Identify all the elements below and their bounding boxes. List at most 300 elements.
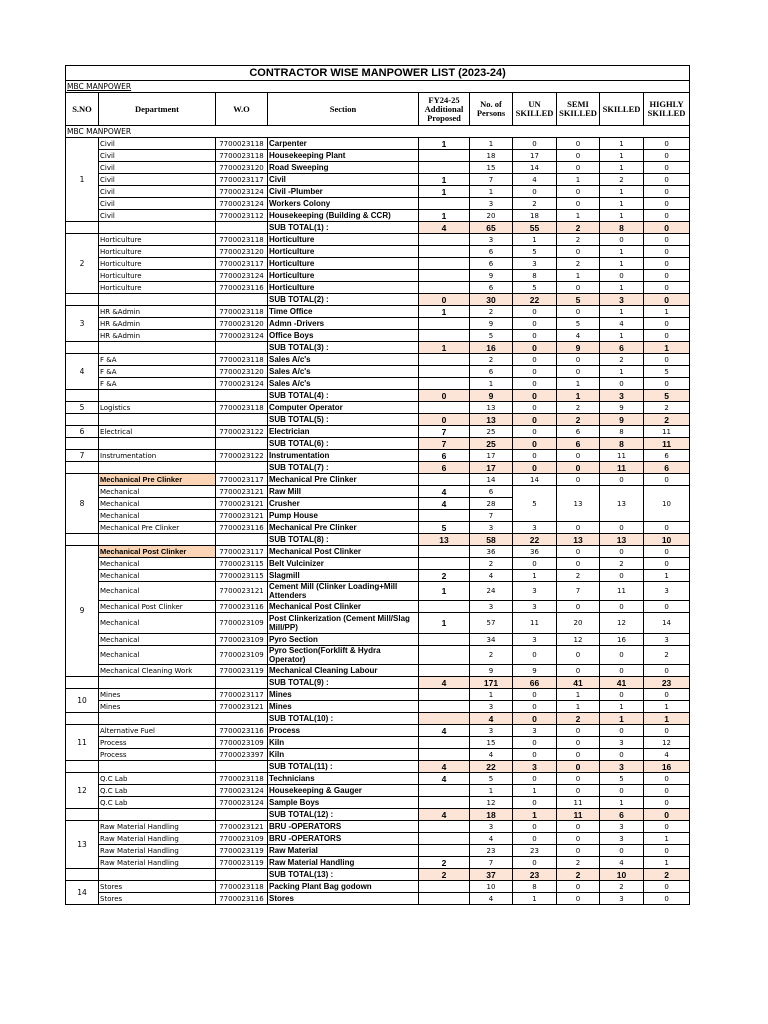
- skilled-cell: 4: [600, 857, 644, 869]
- section-cell: Time Office: [268, 306, 419, 318]
- wo-cell: 7700023115: [216, 558, 268, 570]
- unskilled-cell: 0: [513, 378, 557, 390]
- subtotal-label: SUB TOTAL(10) :: [268, 713, 419, 725]
- subtotal-persons: 17: [470, 462, 513, 474]
- skilled-cell: 2: [600, 354, 644, 366]
- table-row: [66, 378, 690, 390]
- blank-cell: [66, 462, 99, 474]
- department-cell: Mechanical Cleaning Work: [99, 665, 216, 677]
- table-row: [66, 234, 690, 246]
- table-row: [66, 486, 690, 498]
- table-row: [66, 246, 690, 258]
- persons-cell: 3: [470, 198, 513, 210]
- sno-cell: 10: [66, 689, 99, 713]
- unskilled-cell: 1: [513, 893, 557, 905]
- department-cell: Mechanical: [99, 582, 216, 601]
- subtotal-label: SUB TOTAL(12) :: [268, 809, 419, 821]
- subtotal-highly-skilled: 11: [644, 438, 690, 450]
- wo-cell: 7700023117: [216, 174, 268, 186]
- skilled-cell: 1: [600, 366, 644, 378]
- subtotal-unskilled: 0: [513, 342, 557, 354]
- unskilled-cell: 14: [513, 474, 557, 486]
- subtotal-skilled: 3: [600, 294, 644, 306]
- subtotal-highly-skilled: 10: [644, 534, 690, 546]
- persons-cell: 2: [470, 558, 513, 570]
- department-cell: Mechanical Pre Clinker: [99, 474, 216, 486]
- skilled-cell: 0: [600, 725, 644, 737]
- subtotal-semiskilled: 13: [557, 534, 600, 546]
- highly-skilled-cell: 0: [644, 893, 690, 905]
- subtotal-unskilled: 1: [513, 809, 557, 821]
- wo-cell: 7700023118: [216, 150, 268, 162]
- department-cell: Civil: [99, 198, 216, 210]
- subtotal-label: SUB TOTAL(8) :: [268, 534, 419, 546]
- persons-cell: 5: [470, 330, 513, 342]
- table-row: [66, 773, 690, 785]
- section-cell: Admn -Drivers: [268, 318, 419, 330]
- blank-cell: [99, 390, 216, 402]
- semiskilled-cell: 0: [557, 881, 600, 893]
- subtotal-semiskilled: 0: [557, 761, 600, 773]
- section-cell: BRU -OPERATORS: [268, 821, 419, 833]
- subtotal-persons: 37: [470, 869, 513, 881]
- table-row: [66, 282, 690, 294]
- persons-cell: 6: [470, 246, 513, 258]
- skilled-cell: 1: [600, 306, 644, 318]
- unskilled-cell: 0: [513, 689, 557, 701]
- unskilled-cell: 0: [513, 797, 557, 809]
- semiskilled-cell: 5: [557, 318, 600, 330]
- subtotal-semiskilled: 1: [557, 390, 600, 402]
- blank-cell: [99, 713, 216, 725]
- header-skilled: SKILLED: [600, 93, 644, 126]
- semiskilled-cell: 0: [557, 821, 600, 833]
- wo-cell: 7700023109: [216, 737, 268, 749]
- subtotal-highly-skilled: 2: [644, 869, 690, 881]
- semiskilled-cell: 0: [557, 845, 600, 857]
- wo-cell: 7700023118: [216, 234, 268, 246]
- semiskilled-cell: 0: [557, 354, 600, 366]
- unskilled-cell: 0: [513, 749, 557, 761]
- skilled-cell: 1: [600, 258, 644, 270]
- blank-cell: [216, 713, 268, 725]
- skilled-cell: 3: [600, 833, 644, 845]
- wo-cell: 7700023121: [216, 498, 268, 510]
- skilled-cell: 2: [600, 558, 644, 570]
- highly-skilled-cell: 3: [644, 634, 690, 646]
- semiskilled-cell: 2: [557, 234, 600, 246]
- unskilled-cell: 9: [513, 665, 557, 677]
- department-cell: Horticulture: [99, 258, 216, 270]
- subtotal-row: [66, 414, 690, 426]
- fy-cell: [419, 510, 470, 522]
- section-cell: Carpenter: [268, 138, 419, 150]
- persons-cell: 6: [470, 258, 513, 270]
- persons-cell: 23: [470, 845, 513, 857]
- subtotal-unskilled: 66: [513, 677, 557, 689]
- semiskilled-cell: 2: [557, 402, 600, 414]
- highly-skilled-cell: 1: [644, 833, 690, 845]
- skilled-cell: 0: [600, 474, 644, 486]
- skilled-cell: 0: [600, 689, 644, 701]
- skilled-cell: 1: [600, 138, 644, 150]
- persons-cell: 1: [470, 689, 513, 701]
- skilled-cell: 5: [600, 773, 644, 785]
- wo-cell: 7700023121: [216, 582, 268, 601]
- persons-cell: 4: [470, 570, 513, 582]
- highly-skilled-cell: 0: [644, 198, 690, 210]
- header-unskilled: UN SKILLED: [513, 93, 557, 126]
- subtotal-row: [66, 342, 690, 354]
- persons-cell: 28: [470, 498, 513, 510]
- department-cell: Civil: [99, 174, 216, 186]
- subtotal-persons: 4: [470, 713, 513, 725]
- section-cell: Electrician: [268, 426, 419, 438]
- department-cell: F &A: [99, 378, 216, 390]
- blank-cell: [216, 390, 268, 402]
- wo-cell: 7700023118: [216, 881, 268, 893]
- subtotal-fy: 6: [419, 462, 470, 474]
- subtotal-fy: 4: [419, 677, 470, 689]
- subtotal-row: [66, 869, 690, 881]
- subtotal-unskilled: 3: [513, 761, 557, 773]
- persons-cell: 6: [470, 486, 513, 498]
- department-cell: Horticulture: [99, 234, 216, 246]
- department-cell: Mechanical: [99, 646, 216, 665]
- blank-cell: [99, 222, 216, 234]
- highly-skilled-cell: 5: [644, 366, 690, 378]
- persons-cell: 18: [470, 150, 513, 162]
- semiskilled-cell: 0: [557, 725, 600, 737]
- section-cell: Instrumentation: [268, 450, 419, 462]
- header-persons: No. of Persons: [470, 93, 513, 126]
- fy-cell: [419, 646, 470, 665]
- subtotal-skilled: 6: [600, 809, 644, 821]
- fy-cell: [419, 258, 470, 270]
- highly-skilled-cell: 0: [644, 558, 690, 570]
- sno-cell: 12: [66, 773, 99, 809]
- unskilled-cell: 14: [513, 162, 557, 174]
- persons-cell: 3: [470, 522, 513, 534]
- subtotal-highly-skilled: 16: [644, 761, 690, 773]
- department-cell: Mechanical: [99, 570, 216, 582]
- table-row: [66, 318, 690, 330]
- section-cell: Packing Plant Bag godown: [268, 881, 419, 893]
- fy-cell: 1: [419, 138, 470, 150]
- wo-cell: 7700023124: [216, 785, 268, 797]
- table-row: [66, 354, 690, 366]
- semiskilled-cell: 0: [557, 785, 600, 797]
- unskilled-cell: 23: [513, 845, 557, 857]
- semiskilled-cell: 0: [557, 474, 600, 486]
- highly-skilled-cell: 3: [644, 582, 690, 601]
- highly-skilled-cell: 0: [644, 186, 690, 198]
- highly-skilled-cell: 0: [644, 522, 690, 534]
- persons-cell: 12: [470, 797, 513, 809]
- fy-cell: [419, 893, 470, 905]
- persons-cell: 4: [470, 893, 513, 905]
- table-row: [66, 546, 690, 558]
- skilled-cell: 3: [600, 893, 644, 905]
- persons-cell: 1: [470, 378, 513, 390]
- subtotal-row: [66, 677, 690, 689]
- subtotal-fy: 4: [419, 809, 470, 821]
- department-cell: Process: [99, 737, 216, 749]
- unskilled-cell: 3: [513, 725, 557, 737]
- department-cell: Civil: [99, 210, 216, 222]
- fy-cell: [419, 546, 470, 558]
- fy-cell: [419, 749, 470, 761]
- department-cell: Alternative Fuel: [99, 725, 216, 737]
- highly-skilled-cell: 1: [644, 306, 690, 318]
- highly-skilled-cell: 0: [644, 354, 690, 366]
- merged-semi-cell: 13: [557, 486, 600, 522]
- section-cell: Post Clinkerization (Cement Mill/Slag Mill/PP): [268, 613, 419, 634]
- wo-cell: 7700023109: [216, 646, 268, 665]
- skilled-cell: 2: [600, 881, 644, 893]
- section-cell: Sales A/c's: [268, 366, 419, 378]
- semiskilled-cell: 0: [557, 186, 600, 198]
- subtotal-label: SUB TOTAL(13) :: [268, 869, 419, 881]
- semiskilled-cell: 2: [557, 857, 600, 869]
- subtotal-unskilled: 23: [513, 869, 557, 881]
- department-cell: Horticulture: [99, 270, 216, 282]
- table-row: [66, 646, 690, 665]
- section-cell: BRU -OPERATORS: [268, 833, 419, 845]
- wo-cell: 7700023118: [216, 402, 268, 414]
- subtotal-semiskilled: 2: [557, 869, 600, 881]
- subtotal-unskilled: 0: [513, 414, 557, 426]
- subtotal-persons: 30: [470, 294, 513, 306]
- table-row: [66, 665, 690, 677]
- blank-cell: [66, 677, 99, 689]
- subtotal-persons: 58: [470, 534, 513, 546]
- blank-cell: [99, 342, 216, 354]
- table-row: [66, 450, 690, 462]
- section-cell: Housekeeping Plant: [268, 150, 419, 162]
- persons-cell: 2: [470, 354, 513, 366]
- section-cell: Belt Vulcinizer: [268, 558, 419, 570]
- fy-cell: [419, 881, 470, 893]
- blank-cell: [66, 222, 99, 234]
- persons-cell: 15: [470, 162, 513, 174]
- section-cell: Slagmill: [268, 570, 419, 582]
- section-cell: Technicians: [268, 773, 419, 785]
- section-cell: Horticulture: [268, 234, 419, 246]
- table-row: [66, 833, 690, 845]
- department-cell: F &A: [99, 366, 216, 378]
- unskilled-cell: 3: [513, 582, 557, 601]
- department-cell: Q.C Lab: [99, 773, 216, 785]
- blank-cell: [99, 869, 216, 881]
- semiskilled-cell: 0: [557, 138, 600, 150]
- persons-cell: 4: [470, 749, 513, 761]
- department-cell: Mechanical: [99, 613, 216, 634]
- fy-cell: [419, 318, 470, 330]
- semiskilled-cell: 0: [557, 773, 600, 785]
- subtotal-semiskilled: 2: [557, 713, 600, 725]
- highly-skilled-cell: 0: [644, 138, 690, 150]
- semiskilled-cell: 1: [557, 174, 600, 186]
- skilled-cell: 9: [600, 402, 644, 414]
- subtotal-persons: 22: [470, 761, 513, 773]
- unskilled-cell: 3: [513, 601, 557, 613]
- subtotal-unskilled: 0: [513, 713, 557, 725]
- highly-skilled-cell: 0: [644, 282, 690, 294]
- table-row: [66, 749, 690, 761]
- fy-cell: 2: [419, 570, 470, 582]
- wo-cell: 7700023124: [216, 797, 268, 809]
- header-section: Section: [268, 93, 419, 126]
- subtotal-fy: [419, 713, 470, 725]
- section-cell: Workers Colony: [268, 198, 419, 210]
- fy-cell: 4: [419, 725, 470, 737]
- page-title: CONTRACTOR WISE MANPOWER LIST (2023-24): [66, 66, 690, 81]
- table-row: [66, 270, 690, 282]
- department-cell: Mines: [99, 689, 216, 701]
- persons-cell: 3: [470, 234, 513, 246]
- skilled-cell: 3: [600, 737, 644, 749]
- skilled-cell: 0: [600, 785, 644, 797]
- highly-skilled-cell: 0: [644, 474, 690, 486]
- blank-cell: [216, 414, 268, 426]
- subtotal-semiskilled: 9: [557, 342, 600, 354]
- department-cell: Electrical: [99, 426, 216, 438]
- skilled-cell: 1: [600, 186, 644, 198]
- highly-skilled-cell: 0: [644, 845, 690, 857]
- blank-cell: [66, 414, 99, 426]
- sno-cell: 9: [66, 546, 99, 677]
- highly-skilled-cell: 0: [644, 546, 690, 558]
- section-band: MBC MANPOWER: [66, 126, 690, 138]
- department-cell: HR &Admin: [99, 318, 216, 330]
- manpower-sheet: [65, 65, 689, 905]
- sno-cell: 2: [66, 234, 99, 294]
- section-cell: Crusher: [268, 498, 419, 510]
- unskilled-cell: 36: [513, 546, 557, 558]
- skilled-cell: 1: [600, 246, 644, 258]
- blank-cell: [66, 761, 99, 773]
- blank-cell: [66, 713, 99, 725]
- unskilled-cell: 1: [513, 785, 557, 797]
- skilled-cell: 0: [600, 601, 644, 613]
- fy-cell: 1: [419, 613, 470, 634]
- persons-cell: 2: [470, 306, 513, 318]
- merged-un-cell: 5: [513, 486, 557, 522]
- subtotal-semiskilled: 2: [557, 222, 600, 234]
- wo-cell: 7700023124: [216, 198, 268, 210]
- section-cell: Cement Mill (Clinker Loading+Mill Attenders: [268, 582, 419, 601]
- wo-cell: 7700023118: [216, 306, 268, 318]
- table-row: [66, 737, 690, 749]
- blank-cell: [66, 438, 99, 450]
- skilled-cell: 1: [600, 198, 644, 210]
- semiskilled-cell: 11: [557, 797, 600, 809]
- department-cell: Process: [99, 749, 216, 761]
- sno-cell: 14: [66, 881, 99, 905]
- fy-cell: 1: [419, 210, 470, 222]
- fy-cell: 4: [419, 498, 470, 510]
- subtotal-unskilled: 0: [513, 390, 557, 402]
- semiskilled-cell: 0: [557, 558, 600, 570]
- blank-cell: [216, 342, 268, 354]
- wo-cell: 7700023116: [216, 522, 268, 534]
- semiskilled-cell: 0: [557, 150, 600, 162]
- wo-cell: 7700023118: [216, 354, 268, 366]
- unskilled-cell: 0: [513, 857, 557, 869]
- wo-cell: 7700023124: [216, 378, 268, 390]
- department-cell: Raw Material Handling: [99, 833, 216, 845]
- department-cell: Mechanical: [99, 558, 216, 570]
- fy-cell: [419, 601, 470, 613]
- skilled-cell: 1: [600, 797, 644, 809]
- fy-cell: [419, 378, 470, 390]
- persons-cell: 1: [470, 186, 513, 198]
- blank-cell: [99, 534, 216, 546]
- table-row: [66, 402, 690, 414]
- subtotal-fy: 1: [419, 342, 470, 354]
- fy-cell: [419, 270, 470, 282]
- fy-cell: 4: [419, 773, 470, 785]
- section-cell: Mines: [268, 689, 419, 701]
- persons-cell: 10: [470, 881, 513, 893]
- semiskilled-cell: 0: [557, 749, 600, 761]
- fy-cell: [419, 558, 470, 570]
- persons-cell: 9: [470, 665, 513, 677]
- section-cell: Civil: [268, 174, 419, 186]
- table-row: [66, 162, 690, 174]
- table-row: [66, 150, 690, 162]
- highly-skilled-cell: 0: [644, 258, 690, 270]
- subtotal-skilled: 13: [600, 534, 644, 546]
- highly-skilled-cell: 0: [644, 665, 690, 677]
- skilled-cell: 1: [600, 330, 644, 342]
- subtotal-highly-skilled: 0: [644, 222, 690, 234]
- semiskilled-cell: 6: [557, 426, 600, 438]
- fy-cell: 1: [419, 174, 470, 186]
- subtotal-label: SUB TOTAL(3) :: [268, 342, 419, 354]
- section-cell: Mechanical Cleaning Labour: [268, 665, 419, 677]
- skilled-cell: 16: [600, 634, 644, 646]
- wo-cell: 7700023117: [216, 474, 268, 486]
- semiskilled-cell: 0: [557, 893, 600, 905]
- highly-skilled-cell: 0: [644, 689, 690, 701]
- persons-cell: 6: [470, 366, 513, 378]
- skilled-cell: 1: [600, 701, 644, 713]
- skilled-cell: 12: [600, 613, 644, 634]
- sno-cell: 5: [66, 402, 99, 414]
- semiskilled-cell: 2: [557, 258, 600, 270]
- fy-cell: [419, 198, 470, 210]
- fy-cell: [419, 689, 470, 701]
- department-cell: Mines: [99, 701, 216, 713]
- table-row: [66, 785, 690, 797]
- fy-cell: [419, 474, 470, 486]
- department-cell: Horticulture: [99, 282, 216, 294]
- table-row: [66, 725, 690, 737]
- unskilled-cell: 17: [513, 150, 557, 162]
- unskilled-cell: 3: [513, 258, 557, 270]
- semiskilled-cell: 1: [557, 378, 600, 390]
- wo-cell: 7700023119: [216, 857, 268, 869]
- subtotal-semiskilled: 5: [557, 294, 600, 306]
- highly-skilled-cell: 1: [644, 701, 690, 713]
- semiskilled-cell: 0: [557, 665, 600, 677]
- fy-cell: 4: [419, 486, 470, 498]
- subtotal-fy: 7: [419, 438, 470, 450]
- subtotal-row: [66, 809, 690, 821]
- blank-cell: [66, 869, 99, 881]
